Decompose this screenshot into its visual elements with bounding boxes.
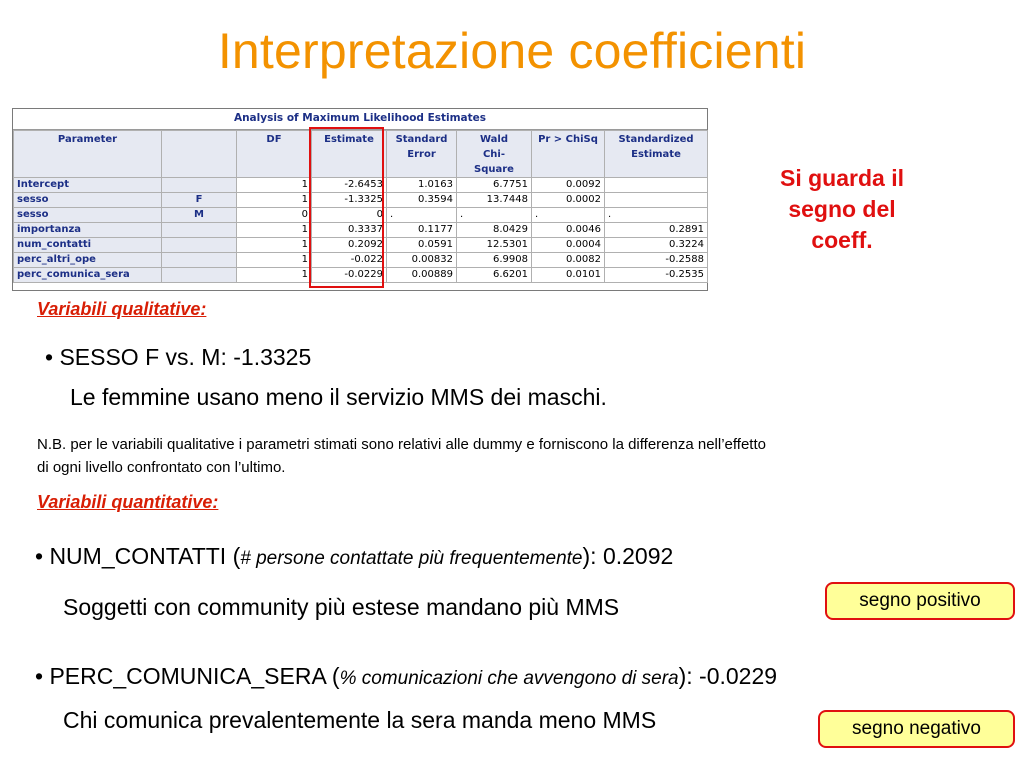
level-cell <box>162 268 237 283</box>
num-contatti-explanation: Soggetti con community più estese mandano più MMS <box>63 594 620 620</box>
df-cell: 1 <box>237 238 312 253</box>
wald-cell: 6.6201 <box>457 268 532 283</box>
se-cell: 0.00889 <box>387 268 457 283</box>
bullet-value: ): 0.2092 <box>582 543 674 569</box>
estimate-column-highlight <box>309 127 384 288</box>
qualitative-section-label: Variabili qualitative: <box>37 299 207 319</box>
df-cell: 1 <box>237 223 312 238</box>
df-cell: 1 <box>237 178 312 193</box>
df-cell: 1 <box>237 193 312 208</box>
wald-cell: 6.7751 <box>457 178 532 193</box>
col-header-standard-error: Standard Error <box>387 131 457 178</box>
std-estimate-cell <box>605 178 708 193</box>
level-cell: F <box>162 193 237 208</box>
wald-cell: 6.9908 <box>457 253 532 268</box>
std-estimate-cell: -0.2588 <box>605 253 708 268</box>
df-cell: 0 <box>237 208 312 223</box>
col-header-df: DF <box>237 131 312 178</box>
pvalue-cell: 0.0004 <box>532 238 605 253</box>
param-cell: perc_altri_ope <box>14 253 162 268</box>
wald-cell: . <box>457 208 532 223</box>
param-cell: sesso <box>14 208 162 223</box>
wald-cell: 13.7448 <box>457 193 532 208</box>
wald-cell: 8.0429 <box>457 223 532 238</box>
se-cell: 0.3594 <box>387 193 457 208</box>
se-cell: 0.0591 <box>387 238 457 253</box>
pvalue-cell: . <box>532 208 605 223</box>
estimate-cell: 0.2092 <box>312 238 387 253</box>
col-header-pvalue: Pr > ChiSq <box>532 131 605 178</box>
df-cell: 1 <box>237 253 312 268</box>
se-cell: 0.1177 <box>387 223 457 238</box>
pvalue-cell: 0.0002 <box>532 193 605 208</box>
bullet-prefix: • PERC_COMUNICA_SERA ( <box>35 663 340 689</box>
wald-cell: 12.5301 <box>457 238 532 253</box>
col-header-level <box>162 131 237 178</box>
param-cell: perc_comunica_sera <box>14 268 162 283</box>
col-header-estimate: Estimate <box>312 131 387 178</box>
positive-sign-tag: segno positivo <box>825 582 1015 620</box>
estimate-cell: -1.3325 <box>312 193 387 208</box>
sign-note-line: Si guarda il <box>780 165 904 191</box>
perc-comunica-sera-bullet <box>35 663 777 690</box>
col-header-standardized-estimate: Standardized Estimate <box>605 131 708 178</box>
se-cell: 0.00832 <box>387 253 457 268</box>
se-cell: . <box>387 208 457 223</box>
slide-title: Interpretazione coefficienti <box>217 23 807 79</box>
std-estimate-cell: . <box>605 208 708 223</box>
table-caption: Analysis of Maximum Likelihood Estimates <box>13 109 707 130</box>
quantitative-section-label: Variabili quantitative: <box>37 492 219 512</box>
bullet-description: # persone contattate più frequentemente <box>240 548 583 569</box>
level-cell <box>162 253 237 268</box>
nb-note-line2: di ogni livello confrontato con l’ultimo. <box>37 459 286 476</box>
level-cell <box>162 238 237 253</box>
sign-note-line: coeff. <box>811 227 873 253</box>
sesso-explanation: Le femmine usano meno il servizio MMS dei maschi. <box>70 384 607 410</box>
df-cell: 1 <box>237 268 312 283</box>
sign-note <box>742 163 942 256</box>
nb-note-line1: N.B. per le variabili qualitative i parametri stimati sono relativi alle dummy e forniscono la differenza nell’effetto <box>37 436 766 453</box>
std-estimate-cell: 0.3224 <box>605 238 708 253</box>
std-estimate-cell: -0.2535 <box>605 268 708 283</box>
sign-note-line: segno del <box>788 196 896 222</box>
estimate-cell: -2.6453 <box>312 178 387 193</box>
level-cell: M <box>162 208 237 223</box>
param-cell: sesso <box>14 193 162 208</box>
level-cell <box>162 178 237 193</box>
estimate-cell: -0.022 <box>312 253 387 268</box>
estimate-cell: -0.0229 <box>312 268 387 283</box>
bullet-value: ): -0.0229 <box>678 663 778 689</box>
estimate-cell: 0.3337 <box>312 223 387 238</box>
pvalue-cell: 0.0082 <box>532 253 605 268</box>
bullet-prefix: • NUM_CONTATTI ( <box>35 543 241 569</box>
param-cell: importanza <box>14 223 162 238</box>
std-estimate-cell: 0.2891 <box>605 223 708 238</box>
estimate-cell: 0 <box>312 208 387 223</box>
bullet-description: % comunicazioni che avvengono di sera <box>339 668 679 689</box>
pvalue-cell: 0.0092 <box>532 178 605 193</box>
perc-comunica-sera-explanation: Chi comunica prevalentemente la sera manda meno MMS <box>63 707 657 733</box>
negative-sign-tag: segno negativo <box>818 710 1015 748</box>
param-cell: num_contatti <box>14 238 162 253</box>
sesso-bullet: • SESSO F vs. M: -1.3325 <box>45 344 312 370</box>
col-header-wald-chi-square: Wald Chi- Square <box>457 131 532 178</box>
level-cell <box>162 223 237 238</box>
se-cell: 1.0163 <box>387 178 457 193</box>
pvalue-cell: 0.0046 <box>532 223 605 238</box>
col-header-parameter: Parameter <box>14 131 162 178</box>
std-estimate-cell <box>605 193 708 208</box>
pvalue-cell: 0.0101 <box>532 268 605 283</box>
param-cell: Intercept <box>14 178 162 193</box>
num-contatti-bullet <box>35 543 673 570</box>
